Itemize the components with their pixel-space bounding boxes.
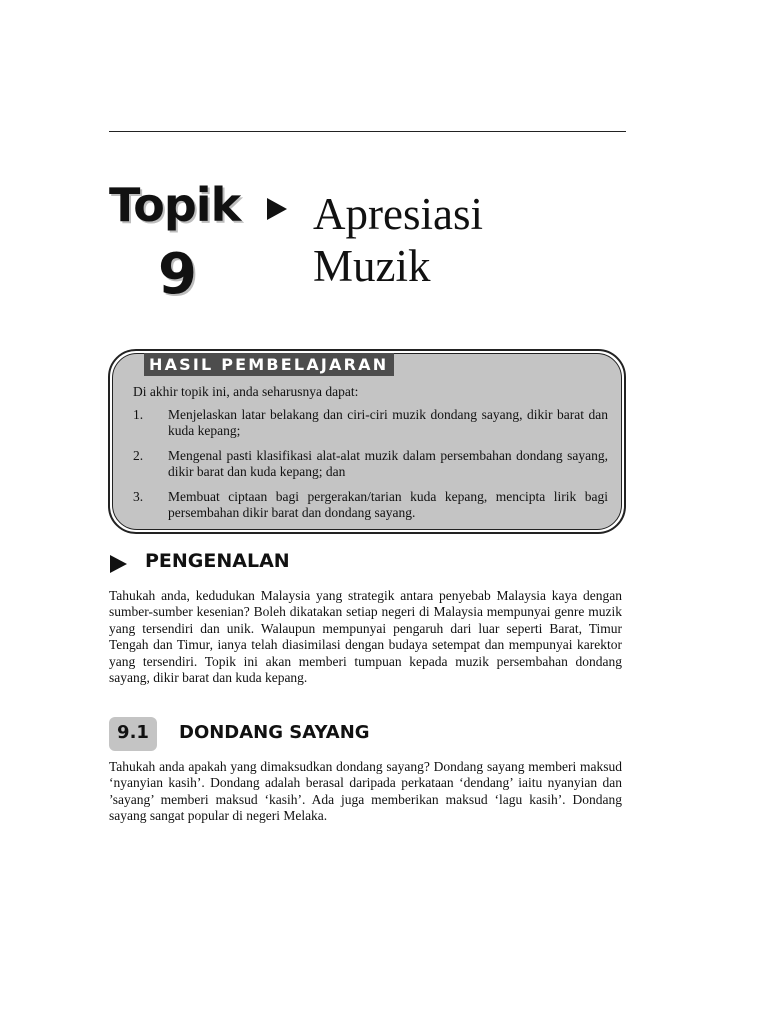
page-title-line-2: Muzik	[313, 241, 431, 291]
list-item-number: 2.	[133, 448, 144, 463]
body-paragraph: Tahukah anda, kedudukan Malaysia yang strategik antara penyebab Malaysia kaya dengan sumber-sumber kesenian? Boleh dikatakan setiap negeri di Malaysia mempunyai genre muzik yang tersendiri dan unik. Walaupun mempunyai pengaruh dari luar seperti Barat, Timur Tengah dan Timur, ianya telah diasimilasi dengan budaya setempat dan mempunyai karektor yang tersendiri. Topik ini akan memberi tumpuan kepada muzik persembahan dondang sayang, dikir barat dan kuda kepang.	[109, 588, 622, 686]
list-item-text: Mengenal pasti klasifikasi alat-alat muzik dalam persembahan dondang sayang, dikir barat dan kuda kepang; dan	[168, 448, 608, 479]
section-number-badge: 9.1	[109, 717, 157, 751]
list-item-number: 3.	[133, 489, 144, 504]
learning-outcomes-heading: HASIL PEMBELAJARAN	[144, 353, 394, 376]
learning-outcomes-panel	[112, 353, 622, 530]
page-title	[313, 188, 483, 292]
header-rule	[109, 131, 626, 132]
section-heading: PENGENALAN	[145, 550, 290, 572]
list-item-text: Menjelaskan latar belakang dan ciri-ciri muzik dondang sayang, dikir barat dan kuda kepang;	[168, 407, 608, 438]
page-title-line-1: Apresiasi	[313, 189, 483, 239]
list-item-number: 1.	[133, 407, 144, 422]
topic-number: 9	[158, 242, 197, 307]
list-item-text: Membuat ciptaan bagi pergerakan/tarian kuda kepang, mencipta lirik bagi persembahan dikir barat dan dondang sayang.	[168, 489, 608, 520]
subsection-heading: DONDANG SAYANG	[179, 722, 370, 743]
triangle-right-icon	[110, 555, 127, 573]
learning-outcomes-box	[108, 349, 626, 534]
learning-outcomes-intro: Di akhir topik ini, anda seharusnya dapat:	[133, 384, 359, 399]
triangle-right-icon	[267, 198, 287, 220]
body-paragraph: Tahukah anda apakah yang dimaksudkan dondang sayang? Dondang sayang memberi maksud ‘nyanyian kasih’. Dondang adalah berasal daripada perkataan ‘dendang’ iaitu nyanyian dan ’sayang’ memberi maksud ‘kasih’. Ada juga memberikan maksud ‘lagu kasih’. Dondang sayang sangat popular di negeri Melaka.	[109, 759, 622, 824]
topic-label: Topik	[109, 178, 241, 232]
